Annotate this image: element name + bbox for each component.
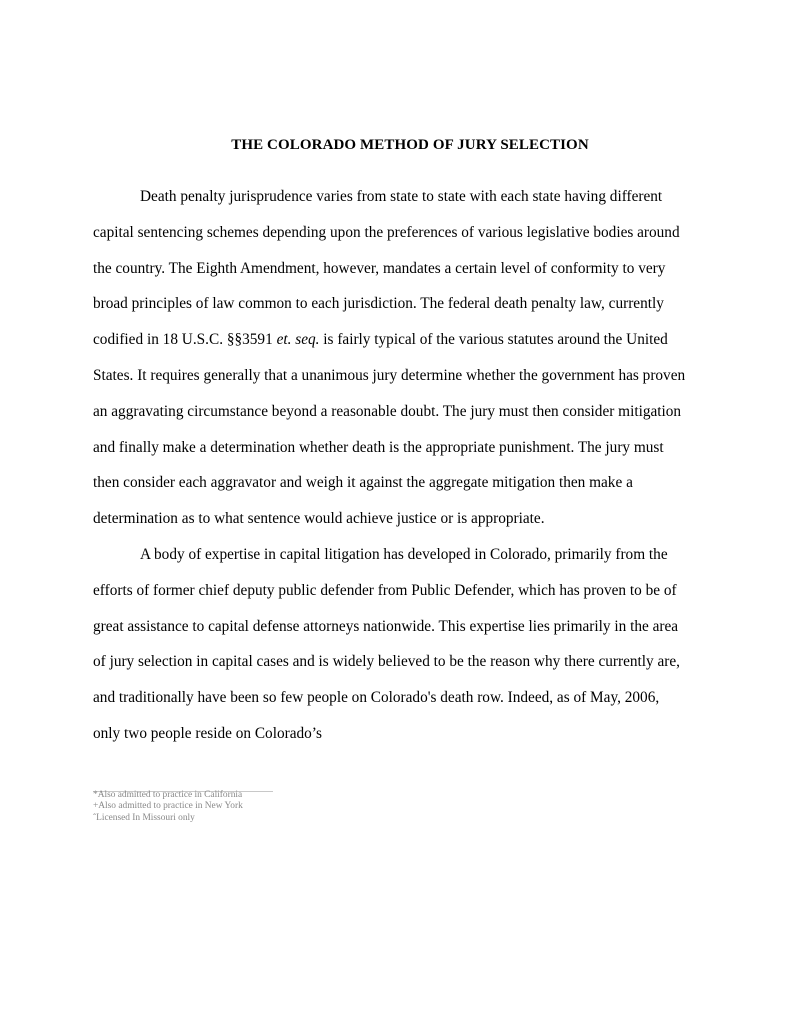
citation-text: codified in 18 U.S.C. §§3591: [93, 331, 277, 349]
citation-italic: et. seq.: [276, 331, 320, 349]
paragraph-line: States. It requires generally that a unanimous jury determine whether the government has proven: [93, 366, 686, 384]
paragraph-line: of jury selection in capital cases and is widely believed to be the reason why there currently are,: [93, 653, 681, 671]
footnote: ˆLicensed In Missouri only: [93, 812, 195, 823]
paragraph-line: Death penalty jurisprudence varies from state to state with each state having different: [140, 188, 663, 205]
paragraph-line: A body of expertise in capital litigation has developed in Colorado, primarily from the: [140, 545, 668, 563]
footnote: +Also admitted to practice in New York: [93, 801, 243, 812]
citation-text-rest: is fairly typical of the various statutes around the United: [319, 331, 668, 349]
footnote: *Also admitted to practice in California: [93, 790, 243, 800]
paragraph-line: the country. The Eighth Amendment, however, mandates a certain level of conformity to very: [93, 259, 666, 277]
paragraph-line: broad principles of law common to each jurisdiction. The federal death penalty law, currently: [93, 295, 664, 313]
paragraph-line: capital sentencing schemes depending upon the preferences of various legislative bodies around: [93, 223, 680, 241]
paragraph-line: an aggravating circumstance beyond a reasonable doubt. The jury must then consider mitigation: [93, 402, 682, 420]
document-body: [93, 179, 698, 752]
paragraph-line: and finally make a determination whether death is the appropriate punishment. The jury must: [93, 438, 664, 456]
paragraph-line: determination as to what sentence would achieve justice or is appropriate.: [93, 510, 545, 528]
paragraph-line: then consider each aggravator and weigh it against the aggregate mitigation then make a: [93, 474, 633, 492]
paragraph-line: [93, 322, 698, 358]
paragraph-line: only two people reside on Colorado’s: [93, 724, 322, 742]
paragraph-line: efforts of former chief deputy public defender from Public Defender, which has proven to be of: [93, 581, 677, 599]
paragraph-line: and traditionally have been so few people on Colorado's death row. Indeed, as of May, 2006,: [93, 689, 660, 707]
paragraph-line: great assistance to capital defense attorneys nationwide. This expertise lies primarily in the area: [93, 617, 679, 635]
page-title: THE COLORADO METHOD OF JURY SELECTION: [231, 137, 589, 153]
footnotes: [93, 790, 243, 824]
